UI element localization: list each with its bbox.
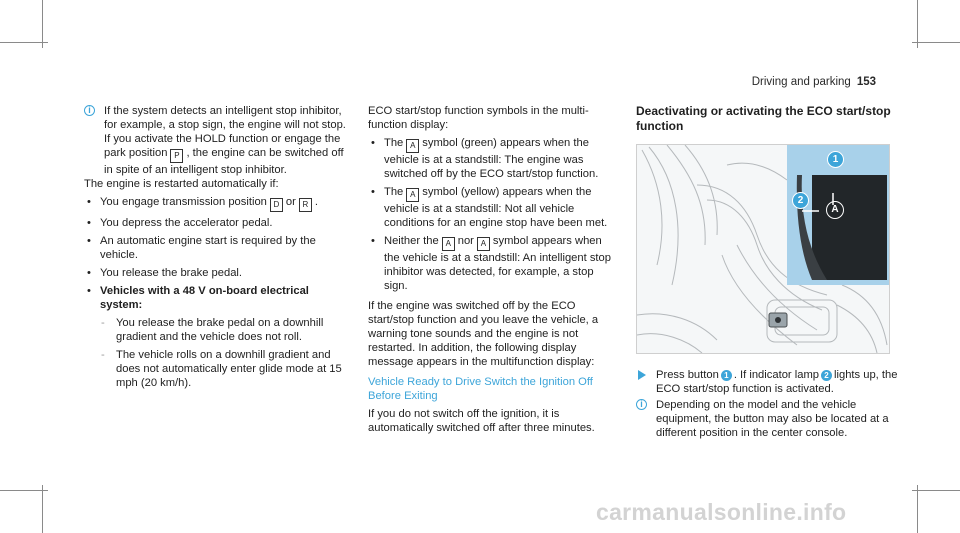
page-header xyxy=(752,75,876,89)
callout-1-badge: 1 xyxy=(827,151,844,168)
console-drawing xyxy=(637,145,889,353)
info-icon: i xyxy=(636,399,647,410)
crop-mark xyxy=(0,490,48,491)
crop-mark xyxy=(917,485,918,533)
drive-symbol-icon: D xyxy=(270,198,283,212)
list-item: • The A symbol (yellow) appears when the vehicle is at a standstill: Not all vehicle conditions for an engine stop have been met. xyxy=(368,185,618,230)
callout-2-badge: 2 xyxy=(792,192,809,209)
eco-yellow-symbol-icon: A xyxy=(477,237,490,251)
park-symbol-icon: P xyxy=(170,149,183,163)
section-heading: Deactivating or activating the ECO start/stop function xyxy=(636,104,891,133)
callout-1-badge: 1 xyxy=(721,370,732,381)
list-item: • Vehicles with a 48 V on-board electrical system: - You release the brake pedal on a downhill gradient and the vehicle does not roll. - The vehicle rolls on a downhill gradient and does not automatically enter glide mode at 15 mph (20 km/h). xyxy=(84,284,354,390)
list-item: • You engage transmission position D or R . xyxy=(84,195,354,212)
eco-auto-icon: A xyxy=(826,201,844,219)
column-right xyxy=(636,104,898,440)
sub-list-item: - The vehicle rolls on a downhill gradient and does not automatically enter glide mode at 15 mph (20 km/h). xyxy=(100,348,354,390)
sub-list-item: - You release the brake pedal on a downhill gradient and the vehicle does not roll. xyxy=(100,316,354,344)
note-text: If you activate the HOLD function or engage the park position P , the engine can be switched off in spite of an intelligent stop inhibitor. xyxy=(104,133,344,176)
note-text: If the system detects an intelligent stop inhibitor, for example, a stop sign, the engine will not stop. xyxy=(104,105,346,131)
reverse-symbol-icon: R xyxy=(299,198,312,212)
info-icon: i xyxy=(84,105,95,116)
step-arrow-icon xyxy=(638,370,646,380)
note-block xyxy=(636,398,898,440)
list-item: • You release the brake pedal. xyxy=(84,266,354,280)
section-title: Driving and parking xyxy=(751,76,851,88)
instruction-step: Press button 1 . If indicator lamp 2 lights up, the ECO start/stop function is activated. xyxy=(636,368,898,396)
eco-green-symbol-icon: A xyxy=(406,139,419,153)
sub-list xyxy=(100,316,354,390)
note-text: Depending on the model and the vehicle equipment, the button may also be located at a different position in the center console. xyxy=(656,399,889,439)
eco-yellow-symbol-icon: A xyxy=(406,188,419,202)
display-message: Vehicle Ready to Drive Switch the Ignition Off Before Exiting xyxy=(368,376,593,402)
bullet-list xyxy=(84,195,354,390)
crop-mark xyxy=(912,490,960,491)
list-item: • Neither the A nor A symbol appears when the vehicle is at a standstill: An intelligent stop inhibitor was detected, for example, a stop sign. xyxy=(368,234,618,293)
paragraph: The engine is restarted automatically if: xyxy=(84,178,279,190)
eco-green-symbol-icon: A xyxy=(442,237,455,251)
column-left xyxy=(84,104,354,394)
list-item: • An automatic engine start is required by the vehicle. xyxy=(84,234,354,262)
crop-mark xyxy=(912,42,960,43)
console-illustration xyxy=(636,144,890,354)
list-item: • The A symbol (green) appears when the vehicle is at a standstill: The engine was switched off by the ECO start/stop function. xyxy=(368,136,618,181)
paragraph: If the engine was switched off by the ECO start/stop function and you leave the vehicle, a warning tone sounds and the engine is not restarted. In addition, the following display message appears in the multifunction display: xyxy=(368,300,599,368)
paragraph: If you do not switch off the ignition, it is automatically switched off after three minutes. xyxy=(368,408,595,434)
list-item: • You depress the accelerator pedal. xyxy=(84,216,354,230)
column-middle xyxy=(368,104,618,435)
paragraph: ECO start/stop function symbols in the multi-function display: xyxy=(368,105,589,131)
callout-2-badge: 2 xyxy=(821,370,832,381)
crop-mark xyxy=(0,42,48,43)
note-block xyxy=(84,104,354,177)
watermark-text: carmanualsonline.info xyxy=(596,499,847,525)
crop-mark xyxy=(42,0,43,48)
crop-mark xyxy=(42,485,43,533)
crop-mark xyxy=(917,0,918,48)
page-number: 153 xyxy=(856,76,876,88)
bullet-list xyxy=(368,136,618,293)
